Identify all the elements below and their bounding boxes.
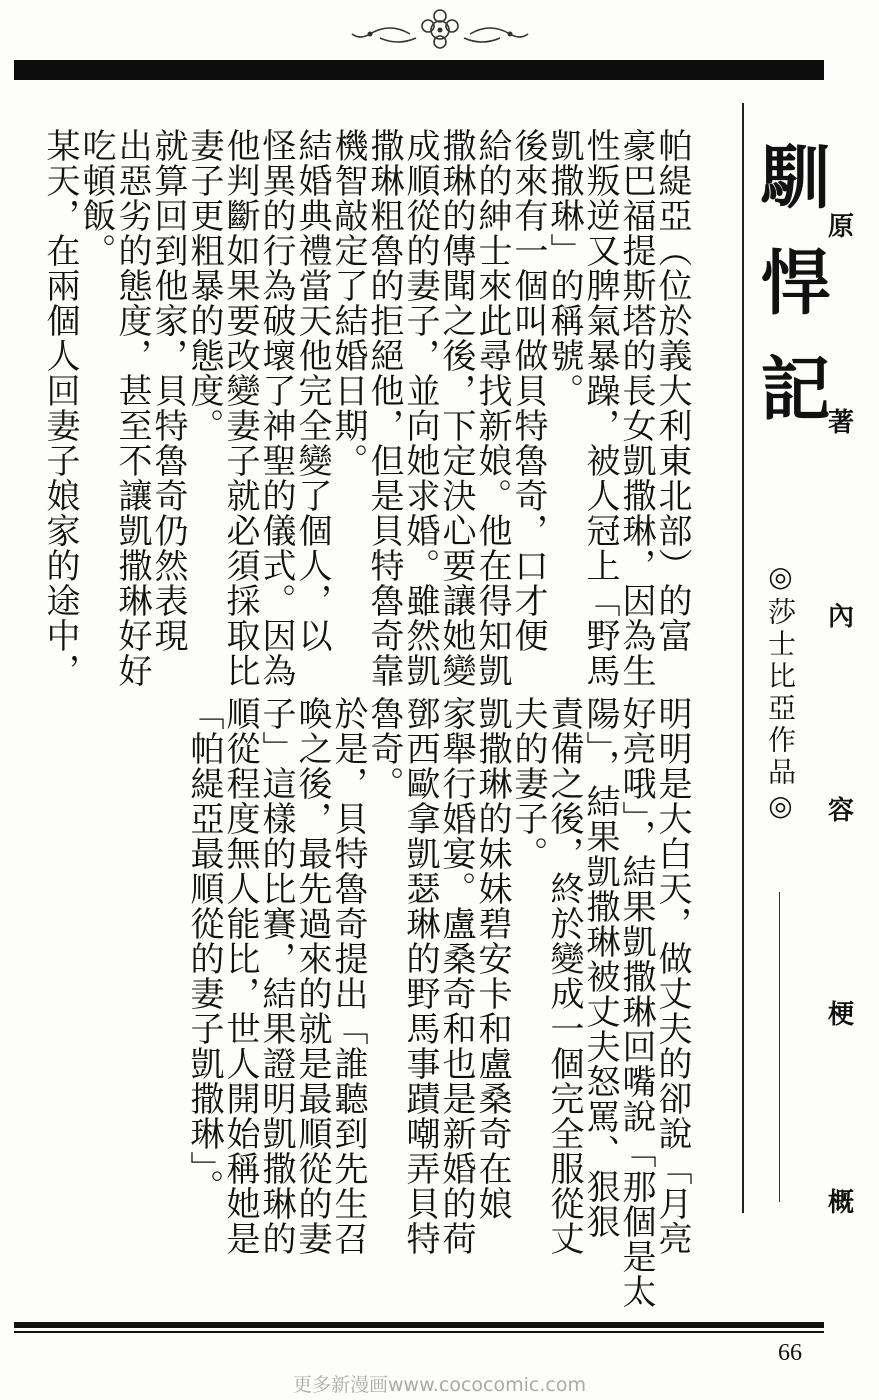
column-divider xyxy=(742,103,744,1213)
text-column: 於是，貝特魯奇提出「誰聽到先生召 xyxy=(328,696,368,1256)
watermark: 更多新漫画www.cococomic.com xyxy=(293,1374,586,1396)
text-column: 吃頓飯。 xyxy=(76,128,116,268)
text-column: 結婚典禮當天他完全變了個人，以 xyxy=(292,128,332,653)
text-column: 順從程度無人能比，世人開始稱她是 xyxy=(220,696,260,1256)
footer-rule xyxy=(14,1322,824,1328)
text-column: 陽」，結果凱撒琳被丈夫怒罵、狠狠 xyxy=(580,696,620,1239)
text-column: 怪異的行為破壞了神聖的儀式。因為 xyxy=(256,128,296,688)
text-column: 出惡劣的態度，甚至不讓凱撒琳好好 xyxy=(112,128,152,688)
text-column: 性叛逆又脾氣暴躁，被人冠上「野馬 xyxy=(580,128,620,688)
text-column: 撒琳的傳聞之後，下定決心要讓她變 xyxy=(436,128,476,688)
text-column: 凱撒琳的妹妹碧安卡和盧桑奇在娘 xyxy=(472,696,512,1221)
decorative-ornament xyxy=(340,4,540,54)
text-column: 「帕緹亞最順從的妻子凱撒琳」。 xyxy=(184,696,224,1204)
text-column: 好亮哦」，結果凱撒琳回嘴說「那個是太 xyxy=(616,696,656,1309)
text-column: 明明是大白天，做丈夫的卻說「月亮 xyxy=(652,696,692,1256)
synopsis-char: 內 xyxy=(828,602,855,632)
text-column: 喚之後，最先過來的就是最順從的妻 xyxy=(292,696,332,1256)
author-rule xyxy=(779,892,780,1202)
text-column: 凱撒琳」的稱號。 xyxy=(544,128,584,408)
text-column: 豪巴福提斯塔的長女凱撒琳，因為生 xyxy=(616,128,656,688)
text-column: 某天，在兩個人回妻子娘家的途中， xyxy=(40,128,80,688)
text-column: 給的紳士來此尋找新娘。他在得知凱 xyxy=(472,128,512,688)
synopsis-char: 原 xyxy=(828,212,855,242)
text-column: 夫的妻子。 xyxy=(508,696,548,871)
footer-rule-thin xyxy=(14,1331,824,1333)
synopsis-char: 概 xyxy=(828,1188,855,1218)
page-number: 66 xyxy=(778,1340,802,1366)
text-column: 帕緹亞（位於義大利東北部）的富 xyxy=(652,128,692,653)
text-column: 機智敲定了結婚日期。 xyxy=(328,128,368,478)
header-bar xyxy=(14,60,824,80)
text-column: 鄧西歐拿凱瑟琳的野馬事蹟嘲弄貝特 xyxy=(400,696,440,1256)
text-column: 魯奇。 xyxy=(364,696,404,801)
page-title: 馴悍記 xyxy=(749,140,832,458)
text-column: 撒琳粗魯的拒絕他，但是貝特魯奇靠 xyxy=(364,128,404,688)
text-column: 就算回到他家，貝特魯奇仍然表現 xyxy=(148,128,188,653)
text-column: 家舉行婚宴。盧桑奇和也是新婚的荷 xyxy=(436,696,476,1256)
text-column: 妻子更粗暴的態度。 xyxy=(184,128,224,443)
text-column: 子」這樣的比賽，結果證明凱撒琳的 xyxy=(256,696,296,1256)
synopsis-char: 著 xyxy=(828,408,855,438)
synopsis-char: 容 xyxy=(828,796,855,826)
text-column: 責備之後，終於變成一個完全服從丈 xyxy=(544,696,584,1256)
text-column: 他判斷如果要改變妻子就必須採取比 xyxy=(220,128,260,688)
author-line: ◎莎士比亞作品◎ xyxy=(764,560,797,826)
text-column: 成順從的妻子，並向她求婚。雖然凱 xyxy=(400,128,440,688)
text-column: 後來有一個叫做貝特魯奇，口才便 xyxy=(508,128,548,653)
synopsis-char: 梗 xyxy=(828,1000,855,1030)
